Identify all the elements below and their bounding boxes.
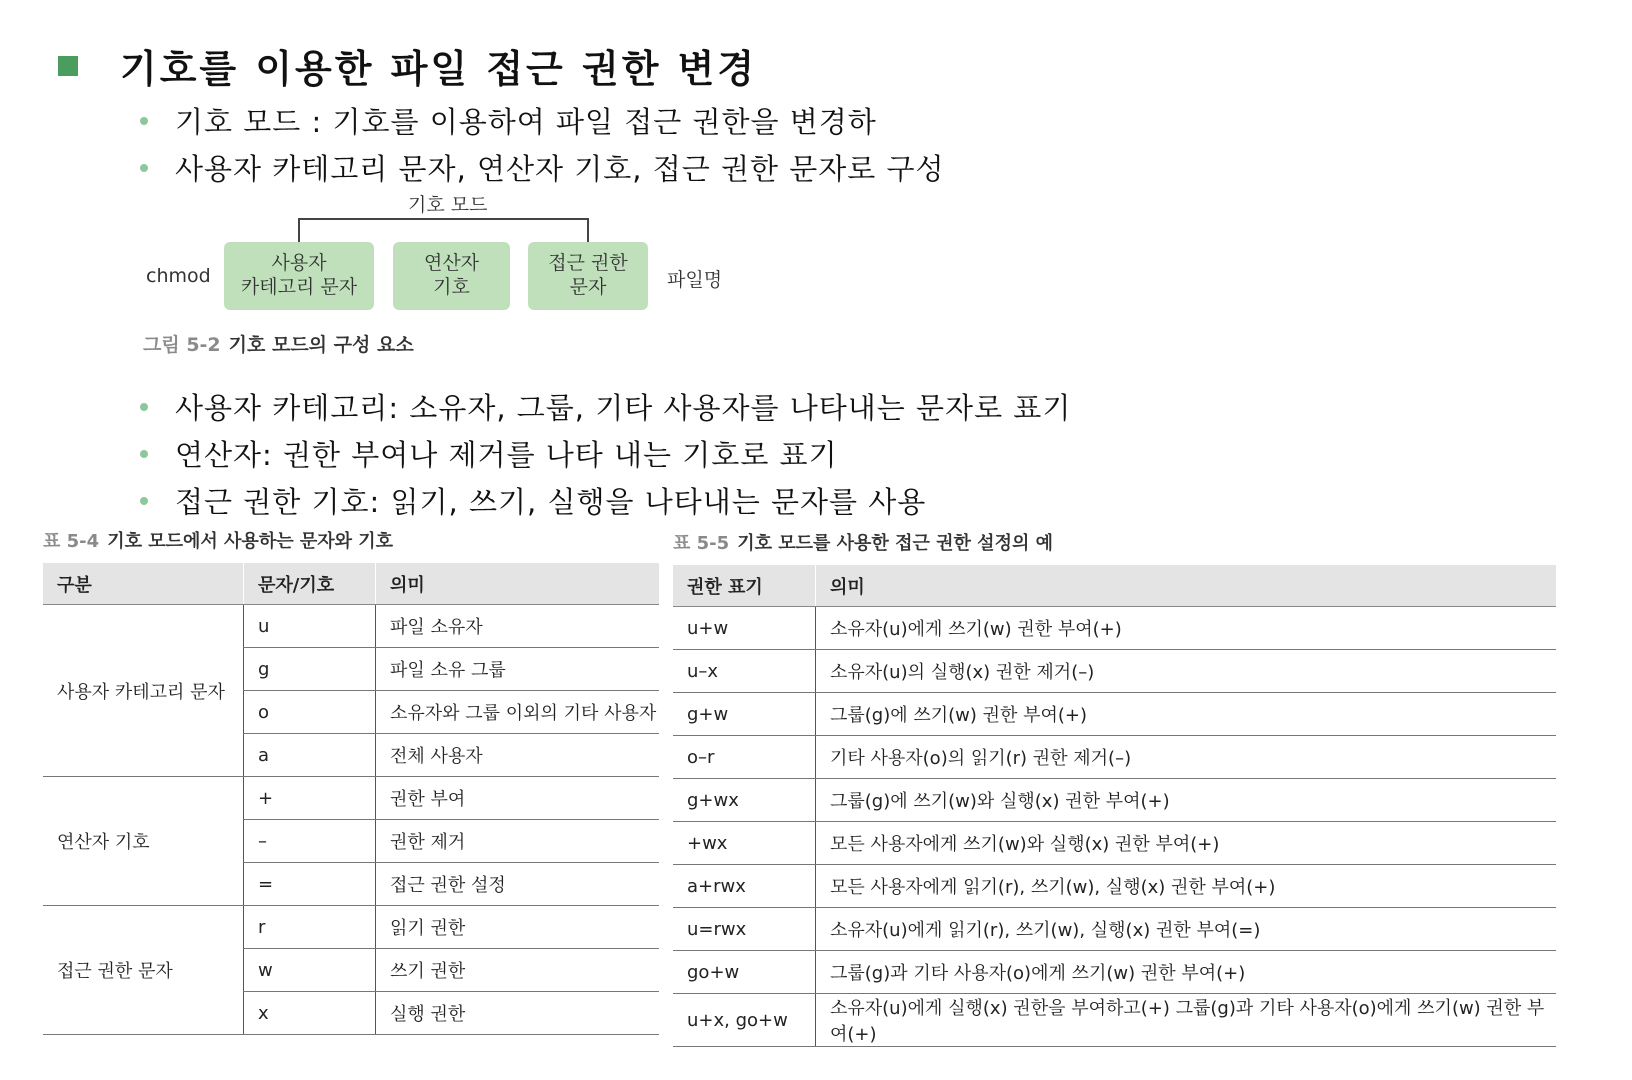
table-row	[43, 777, 659, 820]
meaning-cell: 쓰기 권한	[376, 949, 660, 992]
table-row	[673, 994, 1556, 1047]
bullet-dot-icon	[140, 450, 148, 458]
title-row	[58, 38, 757, 93]
diagram-box-permission: 접근 권한 문자	[528, 242, 648, 310]
symbol-cell: w	[244, 949, 376, 992]
symbol-cell: g	[244, 648, 376, 691]
symbol-cell: =	[244, 863, 376, 906]
table-row	[673, 650, 1556, 693]
permission-example-table	[673, 565, 1556, 1047]
table-row	[43, 605, 659, 648]
meaning-cell: 전체 사용자	[376, 734, 660, 777]
title-square-icon	[58, 56, 78, 76]
bullet-text: 사용자 카테고리 문자, 연산자 기호, 접근 권한 문자로 구성	[175, 152, 945, 186]
symbol-table	[43, 563, 659, 1035]
column-header: 의미	[376, 563, 660, 605]
bullet-dot-icon	[140, 497, 148, 505]
bullet-item	[140, 144, 945, 191]
bracket-line-top	[298, 218, 588, 220]
bracket-line-right	[587, 218, 589, 242]
notation-cell: u+w	[673, 607, 816, 650]
table1-number: 표 5-4	[43, 531, 100, 552]
diagram-box-operator: 연산자 기호	[393, 242, 510, 310]
table-row	[673, 779, 1556, 822]
table-row	[673, 822, 1556, 865]
table-header-row	[673, 565, 1556, 607]
meaning-cell: 권한 제거	[376, 820, 660, 863]
meaning-cell: 소유자(u)에게 쓰기(w) 권한 부여(+)	[816, 607, 1557, 650]
diagram-group-label: 기호 모드	[408, 194, 488, 216]
bullet-dot-icon	[140, 117, 148, 125]
meaning-cell: 그룹(g)에 쓰기(w) 권한 부여(+)	[816, 693, 1557, 736]
bullet-text: 연산자: 권한 부여나 제거를 나타 내는 기호로 표기	[175, 438, 838, 472]
bullet-text: 기호 모드 : 기호를 이용하여 파일 접근 권한을 변경하	[175, 105, 877, 139]
notation-cell: +wx	[673, 822, 816, 865]
bullet-dot-icon	[140, 403, 148, 411]
meaning-cell: 소유자(u)에게 실행(x) 권한을 부여하고(+) 그룹(g)과 기타 사용자(o)에게 쓰기(w) 권한 부여(+)	[816, 994, 1557, 1047]
meaning-cell: 읽기 권한	[376, 906, 660, 949]
group-cell: 연산자 기호	[43, 777, 244, 906]
figure-caption-text: 기호 모드의 구성 요소	[228, 334, 414, 356]
column-header: 구분	[43, 563, 244, 605]
symbol-cell: +	[244, 777, 376, 820]
bullet-text: 사용자 카테고리: 소유자, 그룹, 기타 사용자를 나타내는 문자로 표기	[175, 391, 1072, 425]
meaning-cell: 접근 권한 설정	[376, 863, 660, 906]
meaning-cell: 권한 부여	[376, 777, 660, 820]
notation-cell: o–r	[673, 736, 816, 779]
slide-title: 기호를 이용한 파일 접근 권한 변경	[120, 47, 758, 91]
diagram-filename-label: 파일명	[667, 269, 723, 291]
figure-caption	[143, 330, 414, 357]
symbol-cell: r	[244, 906, 376, 949]
bullet-item	[140, 430, 1071, 477]
diagram-box-user-category: 사용자 카테고리 문자	[224, 242, 374, 310]
notation-cell: u+x, go+w	[673, 994, 816, 1047]
table-row	[673, 865, 1556, 908]
notation-cell: go+w	[673, 951, 816, 994]
table-row	[43, 906, 659, 949]
meaning-cell: 파일 소유자	[376, 605, 660, 648]
table2-caption-text: 기호 모드를 사용한 접근 권한 설정의 예	[737, 533, 1053, 554]
symbol-cell: o	[244, 691, 376, 734]
table-row	[673, 736, 1556, 779]
meaning-cell: 소유자(u)에게 읽기(r), 쓰기(w), 실행(x) 권한 부여(=)	[816, 908, 1557, 951]
table-row	[673, 693, 1556, 736]
bullet-list-top	[140, 97, 945, 191]
bullet-item	[140, 477, 1071, 524]
symbol-cell: a	[244, 734, 376, 777]
meaning-cell: 소유자(u)의 실행(x) 권한 제거(–)	[816, 650, 1557, 693]
table1-caption-text: 기호 모드에서 사용하는 문자와 기호	[107, 531, 394, 552]
column-header: 권한 표기	[673, 565, 816, 607]
table-row	[673, 908, 1556, 951]
group-cell: 사용자 카테고리 문자	[43, 605, 244, 777]
symbol-cell: –	[244, 820, 376, 863]
meaning-cell: 그룹(g)에 쓰기(w)와 실행(x) 권한 부여(+)	[816, 779, 1557, 822]
notation-cell: u=rwx	[673, 908, 816, 951]
bullet-item	[140, 383, 1071, 430]
notation-cell: g+w	[673, 693, 816, 736]
meaning-cell: 그룹(g)과 기타 사용자(o)에게 쓰기(w) 권한 부여(+)	[816, 951, 1557, 994]
bullet-text: 접근 권한 기호: 읽기, 쓰기, 실행을 나타내는 문자를 사용	[175, 485, 927, 519]
symbol-mode-diagram	[140, 192, 780, 372]
notation-cell: g+wx	[673, 779, 816, 822]
meaning-cell: 기타 사용자(o)의 읽기(r) 권한 제거(–)	[816, 736, 1557, 779]
group-cell: 접근 권한 문자	[43, 906, 244, 1035]
bullet-item	[140, 97, 945, 144]
meaning-cell: 실행 권한	[376, 992, 660, 1035]
figure-number: 그림 5-2	[143, 334, 221, 356]
meaning-cell: 소유자와 그룹 이외의 기타 사용자	[376, 691, 660, 734]
notation-cell: a+rwx	[673, 865, 816, 908]
column-header: 의미	[816, 565, 1557, 607]
table-row	[673, 607, 1556, 650]
bracket-line-left	[298, 218, 300, 242]
symbol-cell: x	[244, 992, 376, 1035]
table-row	[673, 951, 1556, 994]
table1-caption	[43, 527, 393, 553]
notation-cell: u–x	[673, 650, 816, 693]
diagram-chmod-label: chmod	[146, 265, 211, 287]
bullet-dot-icon	[140, 164, 148, 172]
meaning-cell: 파일 소유 그룹	[376, 648, 660, 691]
column-header: 문자/기호	[244, 563, 376, 605]
table-header-row	[43, 563, 659, 605]
meaning-cell: 모든 사용자에게 읽기(r), 쓰기(w), 실행(x) 권한 부여(+)	[816, 865, 1557, 908]
table2-caption	[673, 529, 1053, 555]
meaning-cell: 모든 사용자에게 쓰기(w)와 실행(x) 권한 부여(+)	[816, 822, 1557, 865]
bullet-list-middle	[140, 383, 1071, 524]
table2-number: 표 5-5	[673, 533, 730, 554]
symbol-cell: u	[244, 605, 376, 648]
